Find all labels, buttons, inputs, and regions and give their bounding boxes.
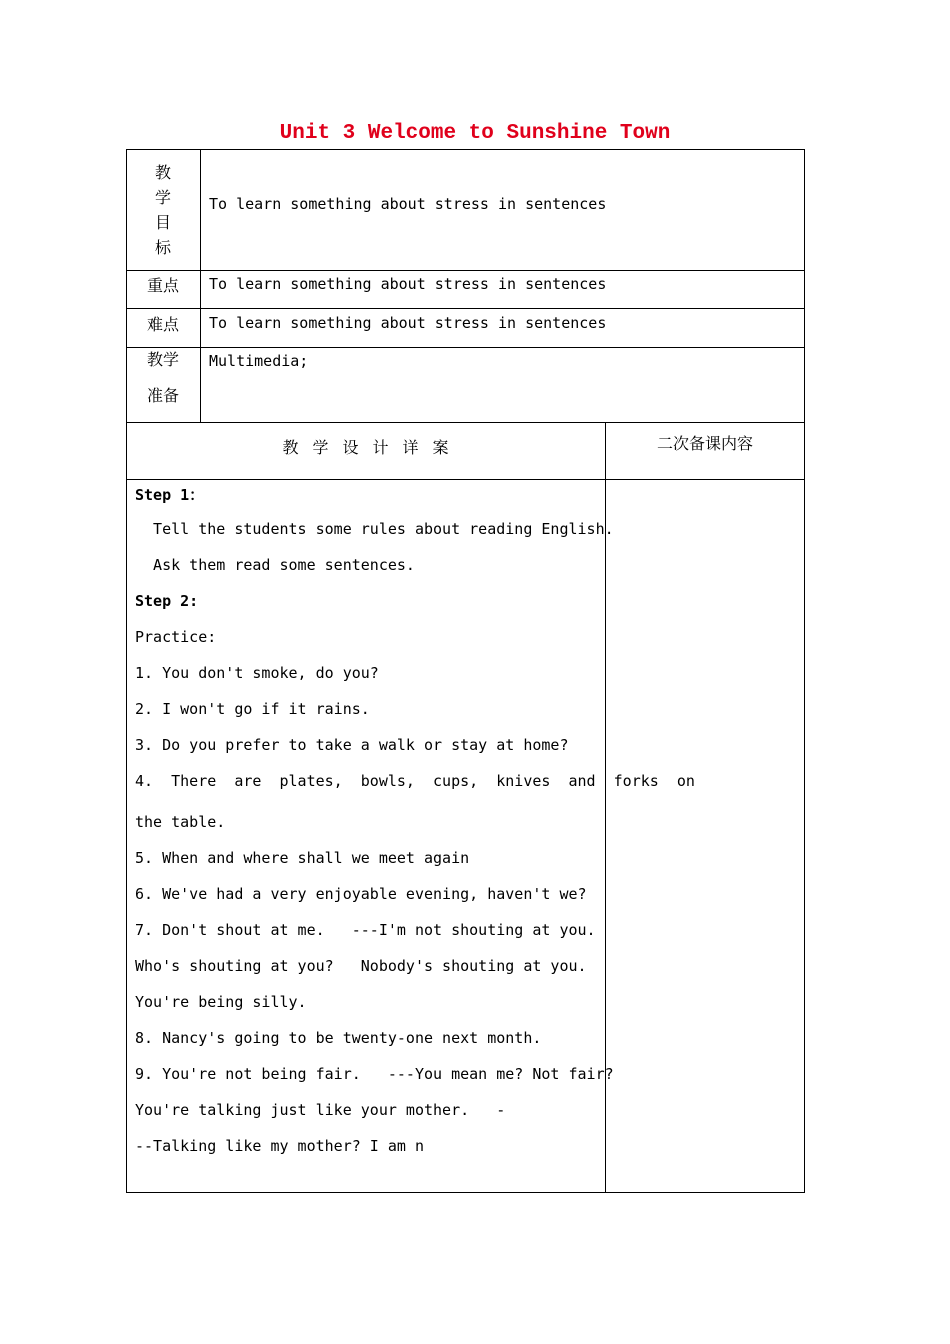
step-1-line: Tell the students some rules about reading English. xyxy=(135,520,614,538)
design-header: 教学设计详案 xyxy=(282,438,463,457)
sentence-1: 1. You don't smoke, do you? xyxy=(135,664,379,682)
sentence-9: 9. You're not being fair. ---You mean me? Not fair? xyxy=(135,1065,614,1083)
step-1-line: Ask them read some sentences. xyxy=(135,556,415,574)
practice-heading: Practice: xyxy=(135,628,217,646)
objective-text: To learn something about stress in sentences xyxy=(209,195,607,213)
step-2-heading: Step 2: xyxy=(135,592,199,610)
sentence-7: 7. Don't shout at me. ---I'm not shouting at you. xyxy=(135,921,596,939)
sentence-5: 5. When and where shall we meet again xyxy=(135,849,470,867)
preparation-text: Multimedia; xyxy=(209,352,309,370)
page-title: Unit 3 Welcome to Sunshine Town xyxy=(279,122,671,145)
sentence-3: 3. Do you prefer to take a walk or stay at home? xyxy=(135,736,569,754)
difficulty-text: To learn something about stress in sentences xyxy=(209,314,607,332)
objective-label: 教 学 目 标 xyxy=(154,163,171,257)
sentence-6: 6. We've had a very enjoyable evening, haven't we? xyxy=(135,885,587,903)
sentence-7-cont: Who's shouting at you? Nobody's shouting at you. xyxy=(135,957,587,975)
revision-header: 二次备课内容 xyxy=(656,434,753,453)
difficulty-label: 难点 xyxy=(146,315,179,334)
key-point-label: 重点 xyxy=(146,276,179,295)
sentence-9-cont: You're talking just like your mother. - xyxy=(135,1101,506,1119)
sentence-2: 2. I won't go if it rains. xyxy=(135,700,370,718)
step-1-heading: Step 1： xyxy=(135,486,205,504)
sentence-4-cont: the table. xyxy=(135,813,226,831)
divider xyxy=(126,308,805,309)
divider xyxy=(126,479,805,480)
preparation-label: 教学 准备 xyxy=(146,350,179,405)
sentence-7-cont: You're being silly. xyxy=(135,993,307,1011)
key-point-text: To learn something about stress in sentences xyxy=(209,275,607,293)
sentence-4: 4. There are plates, bowls, cups, knives and forks on xyxy=(135,772,695,790)
divider xyxy=(200,149,201,422)
sentence-8: 8. Nancy's going to be twenty-one next month. xyxy=(135,1029,542,1047)
divider xyxy=(126,347,805,348)
divider xyxy=(126,270,805,271)
sentence-9-cont: --Talking like my mother? I am n xyxy=(135,1137,424,1155)
